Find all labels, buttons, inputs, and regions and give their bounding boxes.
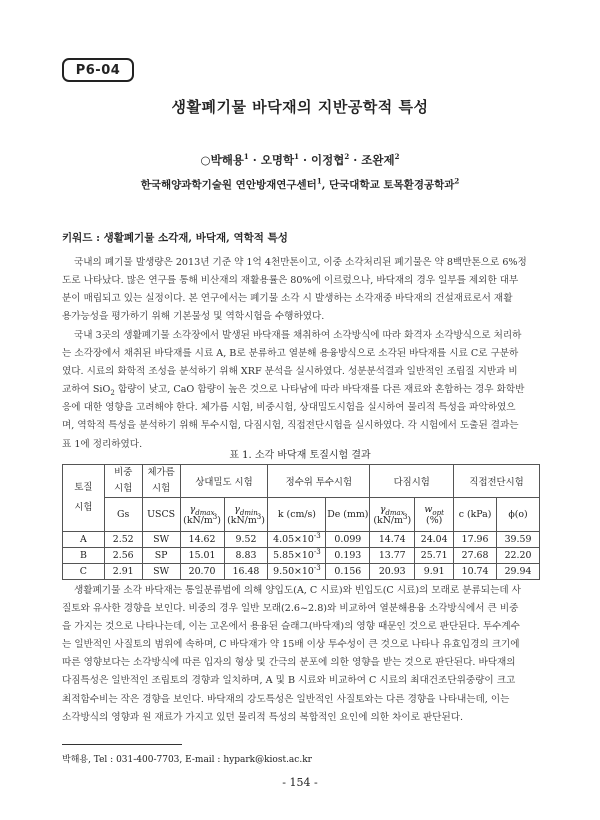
- cell-gdmin: 16.48: [224, 564, 268, 580]
- subheader-compaction-gdmax: $\gamma_{dmax}$ $(kN/m^3)$: [370, 498, 415, 532]
- cell-phi: 22.20: [497, 548, 540, 564]
- header-compaction: 다짐시험: [370, 465, 454, 498]
- gamma-symbol: γ: [189, 503, 196, 515]
- symbol-subscript: dmax: [385, 508, 405, 517]
- subscript: 2: [110, 389, 115, 398]
- gamma-symbol: γ: [234, 503, 240, 515]
- gamma-symbol: γ: [379, 503, 386, 515]
- affiliations: [0, 177, 600, 192]
- author-name: 박해용: [210, 153, 244, 167]
- cell-uscs: SP: [142, 548, 180, 564]
- k-exponent: -3: [313, 563, 321, 572]
- text-line: 는 일반적인 사질토의 범위에 속하며, C 바닥재가 약 15배 이상 투수성이 큰 것으로 나타나 유효입경의 크기에: [62, 639, 520, 651]
- w-symbol: w: [424, 503, 433, 515]
- results-table: [62, 464, 540, 580]
- author-name: 오명학: [260, 153, 295, 167]
- author-separator: ·: [248, 153, 261, 167]
- unit-label: (kN/m: [373, 514, 403, 526]
- subheader-k: k (cm/s): [268, 498, 326, 532]
- session-code-badge: [62, 58, 134, 82]
- cell-wopt: 9.91: [415, 564, 454, 580]
- subheader-gdmax: $\gamma_{dmax}$ $(kN/m^3)$: [180, 498, 224, 532]
- text-line: 는 소각장에서 채취된 바닥재를 시료 A, B로 분류하고 열분해 용융방식으로 소각된 바닥재를 시료 C로 구분하: [62, 348, 519, 360]
- cell-wopt: 25.71: [415, 548, 454, 564]
- cell-de: 0.099: [326, 532, 370, 548]
- author-separator: ·: [299, 153, 312, 167]
- cell-phi: 29.94: [497, 564, 540, 580]
- cell-gdmin: 9.52: [224, 532, 268, 548]
- cell-gdmax: 14.62: [180, 532, 224, 548]
- unit-sup: 3: [256, 512, 262, 521]
- unit-label: (kN/m: [183, 514, 213, 526]
- cell-gdmax: 20.70: [180, 564, 224, 580]
- cell-c: 27.68: [454, 548, 497, 564]
- table-header-row: [63, 465, 540, 498]
- affiliation-2-sup: 2: [454, 176, 460, 186]
- text-line: [62, 381, 540, 399]
- text-line: 최적함수비는 작은 경향을 보인다. 바닥재의 강도특성은 일반적인 사질토와는 다른 경향을 나타내는데, 이는: [62, 693, 510, 705]
- unit-sup: 3: [402, 512, 408, 521]
- header-permeability: 정수위 투수시험: [268, 465, 370, 498]
- header-relative-density: 상대밀도 시험: [180, 465, 268, 498]
- text-line: 소각방식의 영향과 원 재료가 가지고 있던 물리적 특성의 복합적인 요인에 의한 차이로 판단된다.: [62, 711, 464, 723]
- k-base: 5.85×10: [273, 550, 314, 561]
- paragraph-1: [62, 254, 540, 326]
- cell-k: [268, 548, 326, 564]
- keywords: 키워드 : 생활폐기물 소각재, 바닥재, 역학적 특성: [62, 232, 288, 244]
- text-line: 응에 대한 영향을 고려해야 한다. 체가름 시험, 비중시험, 상대밀도시험을 실시하여 물리적 특성을 파악하였으: [62, 402, 516, 414]
- subheader-gs: Gs: [104, 498, 142, 532]
- text-line: 다짐특성은 일반적인 조립토의 경향과 일치하며, A 및 B 시료와 비교하여 C 시료의 최대건조단위중량이 크고: [62, 675, 516, 687]
- k-exponent: -3: [313, 547, 321, 556]
- header-direct-shear: 직접전단시험: [454, 465, 540, 498]
- affiliation-1: 한국해양과학기술원 연안방재연구센터: [140, 179, 317, 191]
- author-affil-sup: 1: [243, 152, 249, 162]
- symbol-subscript: dmax: [195, 508, 215, 517]
- k-exponent: -3: [313, 531, 321, 540]
- text-line: 국내 3곳의 생활폐기물 소각장에서 발생된 바닥재를 채취하여 소각방식에 따라 화격자 소각방식으로 처리하: [74, 330, 522, 341]
- table-subheader-row: [63, 498, 540, 532]
- cell-compaction-gdmax: 13.77: [370, 548, 415, 564]
- cell-compaction-gdmax: 20.93: [370, 564, 415, 580]
- affiliation-2: , 단국대학교 토목환경공학과: [321, 179, 455, 191]
- text-line: 국내의 폐기물 발생량은 2013년 기준 약 1억 4천만톤이고, 이중 소각처리된 폐기물은 약 8백만톤으로 6%정: [74, 257, 527, 268]
- symbol-subscript: dmin: [239, 508, 258, 517]
- header-sieve-test: 체가름 시험: [142, 465, 180, 498]
- cell-compaction-gdmax: 14.74: [370, 532, 415, 548]
- author-separator: ·: [349, 153, 362, 167]
- text-segment: 함량이 낮고, CaO 함량이 높은 것으로 나타남에 따라 바닥재를 다른 재료와 혼합하는 경우 화학반: [114, 384, 525, 396]
- cell-phi: 39.59: [497, 532, 540, 548]
- unit-sup: 3: [212, 512, 218, 521]
- text-line: 며, 역학적 특성을 분석하기 위해 투수시험, 다짐시험, 직접전단시험을 실시하였다. 각 시험에서 도출된 결과는: [62, 420, 519, 432]
- text-line: 용가능성을 평가하기 위해 기본물성 및 역학시험을 수행하였다.: [62, 311, 325, 323]
- table-caption: 표 1. 소각 바닥재 토질시험 결과: [229, 450, 371, 461]
- cell-c: 17.96: [454, 532, 497, 548]
- unit-label: (kN/m: [227, 514, 257, 526]
- author-affil-sup: 1: [294, 152, 300, 162]
- cell-c: 10.74: [454, 564, 497, 580]
- subheader-phi: ϕ(o): [497, 498, 540, 532]
- subheader-de: De (mm): [326, 498, 370, 532]
- symbol-subscript: opt: [432, 508, 444, 517]
- text-line: 생활폐기물 소각 바닥재는 통일분류법에 의해 양입도(A, C 시료)와 빈입도(C 시료)의 모래로 분류되는데 사: [74, 585, 521, 596]
- text-line: 질토와 유사한 경향을 보인다. 비중의 경우 일반 모래(2.6~2.8)와 비교하여 열분해용융 소각방식에서 큰 비중: [62, 603, 519, 615]
- k-base: 9.50×10: [273, 566, 314, 577]
- cell-wopt: 24.04: [415, 532, 454, 548]
- author-name: 조완제: [361, 153, 395, 167]
- author-affil-sup: 2: [394, 152, 400, 162]
- cell-de: 0.193: [326, 548, 370, 564]
- cell-gdmin: 8.83: [224, 548, 268, 564]
- author-affil-sup: 2: [344, 152, 350, 162]
- presenter-mark: ○: [200, 153, 211, 167]
- header-soil-test: 토질 시험: [63, 465, 105, 532]
- author-list: [0, 152, 600, 168]
- cell-de: 0.156: [326, 564, 370, 580]
- affiliation-1-sup: 1: [316, 176, 322, 186]
- cell-gs: 2.52: [104, 532, 142, 548]
- cell-sample-id: B: [63, 548, 105, 564]
- text-line: 따른 영향보다는 소각방식에 따른 입자의 형상 및 간극의 분포에 의한 영향을 받는 것으로 판단된다. 바닥재의: [62, 657, 516, 669]
- k-base: 4.05×10: [273, 534, 314, 545]
- footnote: 박해용, Tel : 031-400-7703, E-mail : hypark@kiost.ac.kr: [62, 755, 312, 765]
- subheader-c: c (kPa): [454, 498, 497, 532]
- paragraph-2: [62, 327, 540, 454]
- table-row: [63, 532, 540, 548]
- paragraph-3: [62, 582, 540, 727]
- cell-uscs: SW: [142, 564, 180, 580]
- text-line: 분이 매립되고 있는 실정이다. 본 연구에서는 폐기물 소각 시 발생하는 소각재중 바닥재의 건설재료로서 재활: [62, 293, 513, 305]
- cell-uscs: SW: [142, 532, 180, 548]
- page-number: - 154 -: [282, 776, 318, 789]
- cell-sample-id: C: [63, 564, 105, 580]
- cell-gs: 2.91: [104, 564, 142, 580]
- cell-gs: 2.56: [104, 548, 142, 564]
- text-line: 도로 나타났다. 많은 연구를 통해 비산재의 재활용률은 80%에 이르렀으나, 바닥재의 경우 일부를 제외한 대부: [62, 275, 519, 287]
- header-gravity-test: 비중 시험: [104, 465, 142, 498]
- table-row: [63, 564, 540, 580]
- text-line: 였다. 시료의 화학적 조성을 분석하기 위해 XRF 분석을 실시하였다. 성분분석결과 일반적인 조립질 지반과 비: [62, 366, 518, 378]
- subheader-uscs: USCS: [142, 498, 180, 532]
- subheader-gdmin: $\gamma_{dmin}$ $(kN/m^3)$: [224, 498, 268, 532]
- text-line: 표 1에 정리하였다.: [62, 438, 143, 450]
- footnote-divider: [62, 744, 182, 745]
- subheader-wopt: [415, 498, 454, 532]
- cell-k: [268, 532, 326, 548]
- cell-k: [268, 564, 326, 580]
- cell-sample-id: A: [63, 532, 105, 548]
- unit-label: (%): [426, 514, 443, 526]
- paper-title: 생활폐기물 바닥재의 지반공학적 특성: [171, 98, 429, 116]
- table-row: [63, 548, 540, 564]
- author-name: 이정협: [311, 153, 345, 167]
- session-code: P6-04: [75, 62, 121, 78]
- text-line: 을 가지는 것으로 나타나는데, 이는 고온에서 용융된 슬래그(바닥재)의 영향 때문인 것으로 판단된다. 투수계수: [62, 621, 520, 633]
- text-segment: 교하여 SiO: [62, 384, 111, 396]
- cell-gdmax: 15.01: [180, 548, 224, 564]
